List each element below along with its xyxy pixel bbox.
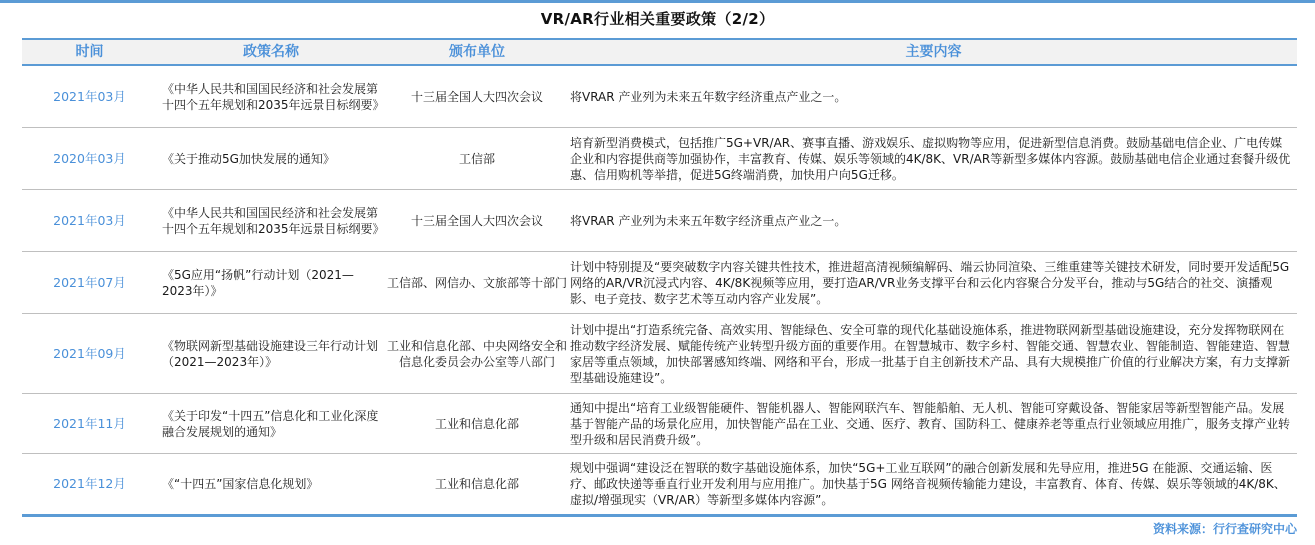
row-time: 2021年11月 bbox=[53, 415, 126, 431]
row-content: 将VRAR 产业列为未来五年数字经济重点产业之一。 bbox=[570, 89, 847, 104]
table-row bbox=[22, 190, 1297, 252]
row-content: 通知中提出“培育工业级智能硬件、智能机器人、智能网联汽车、智能船舶、无人机、智能可穿戴设备、智能家居等新型智能产品。发展基于智能产品的场景化应用，加快智能产品在工业、交通、医疗、教育、国防科工、健康养老等重点行业领域应用推广，服务支撑产业转型升级和居民消费升级”。 bbox=[570, 400, 1291, 447]
top-rule bbox=[0, 0, 1315, 3]
row-time: 2021年07月 bbox=[53, 274, 126, 290]
bottom-rule bbox=[22, 514, 1297, 517]
header-content: 主要内容 bbox=[905, 44, 962, 60]
source-note: 资料来源：行行查研究中心 bbox=[1152, 522, 1297, 536]
row-issuer: 工信部、网信办、文旅部等十部门 bbox=[386, 275, 567, 290]
row-issuer: 工业和信息化部 bbox=[434, 416, 519, 431]
row-issuer: 十三届全国人大四次会议 bbox=[410, 213, 543, 228]
table-row bbox=[22, 394, 1297, 454]
row-time: 2021年09月 bbox=[53, 345, 126, 361]
table-row bbox=[22, 314, 1297, 394]
row-time: 2021年03月 bbox=[53, 88, 126, 104]
row-time: 2021年03月 bbox=[53, 212, 126, 228]
table-row bbox=[22, 66, 1297, 128]
header-name: 政策名称 bbox=[243, 44, 299, 60]
row-content: 规划中强调“建设泛在智联的数字基础设施体系，加快“5G+工业互联网”的融合创新发展和先导应用，推进5G 在能源、交通运输、医疗、邮政快递等垂直行业开发利用与应用推广。加快基于5G 网络音视频传输能力建设，丰富教育、体育、传媒、娱乐等领域的4K/8K、虚拟/增强现实（VR/AR）等新型多媒体内容源”。 bbox=[570, 461, 1286, 507]
table-row bbox=[22, 128, 1297, 190]
row-issuer: 工业和信息化部 bbox=[434, 477, 519, 491]
row-time: 2020年03月 bbox=[53, 150, 126, 166]
row-policy-name: 《中华人民共和国国民经济和社会发展第十四个五年规划和2035年远景目标纲要》 bbox=[162, 205, 385, 236]
row-issuer: 工信部 bbox=[458, 151, 495, 166]
row-policy-name: 《关于推动5G加快发展的通知》 bbox=[162, 151, 335, 166]
page-title: VR/AR行业相关重要政策（2/2） bbox=[540, 10, 775, 28]
row-policy-name: 《5G应用“扬帆”行动计划（2021—2023年）》 bbox=[162, 267, 354, 298]
row-policy-name: 《中华人民共和国国民经济和社会发展第十四个五年规划和2035年远景目标纲要》 bbox=[162, 81, 385, 112]
header-time: 时间 bbox=[75, 44, 104, 60]
row-time: 2021年12月 bbox=[53, 476, 126, 491]
row-issuer: 工业和信息化部、中央网络安全和信息化委员会办公室等八部门 bbox=[386, 338, 567, 369]
row-policy-name: 《关于印发“十四五”信息化和工业化深度融合发展规划的通知》 bbox=[162, 408, 379, 439]
header-org: 颁布单位 bbox=[449, 44, 505, 60]
table-row bbox=[22, 252, 1297, 314]
row-policy-name: 《“十四五”国家信息化规划》 bbox=[162, 477, 319, 491]
table-header bbox=[22, 38, 1297, 66]
row-content: 计划中提出“打造系统完备、高效实用、智能绿色、安全可靠的现代化基础设施体系，推进物联网新型基础设施建设，充分发挥物联网在推动数字经济发展、赋能传统产业转型升级方面的重要作用。在智慧城市、数字乡村、智能交通、智慧农业、智能制造、智能建造、智慧家居等重点领域，加快部署感知终端、网络和平台，形成一批基于自主创新技术产品、具有大规模推广价值的行业解决方案，有力支撑新型基础设施建设”。 bbox=[570, 322, 1291, 385]
row-issuer: 十三届全国人大四次会议 bbox=[410, 89, 543, 104]
row-content: 将VRAR 产业列为未来五年数字经济重点产业之一。 bbox=[570, 213, 847, 228]
table-row bbox=[22, 454, 1297, 514]
row-policy-name: 《物联网新型基础设施建设三年行动计划（2021—2023年）》 bbox=[162, 338, 379, 369]
row-content: 计划中特别提及“要突破数字内容关键共性技术，推进超高清视频编解码、端云协同渲染、三维重建等关键技术研发，同时要开发适配5G网络的AR/VR沉浸式内容、4K/8K视频等应用，要打造AR/VR业务支撑平台和云化内容聚合分发平台，推动与5G结合的社交、演播观影、电子竞技、数字艺术等互动内容产业发展”。 bbox=[570, 259, 1290, 306]
row-content: 培育新型消费模式，包括推广5G+VR/AR、赛事直播、游戏娱乐、虚拟购物等应用，促进新型信息消费。鼓励基础电信企业、广电传媒企业和内容提供商等加强协作，丰富教育、传媒、娱乐等领域的4K/8K、VR/AR等新型多媒体内容源。鼓励基础电信企业通过套餐升级优惠、信用购机等举措，促进5G终端消费，加快用户向5G迁移。 bbox=[570, 135, 1291, 182]
